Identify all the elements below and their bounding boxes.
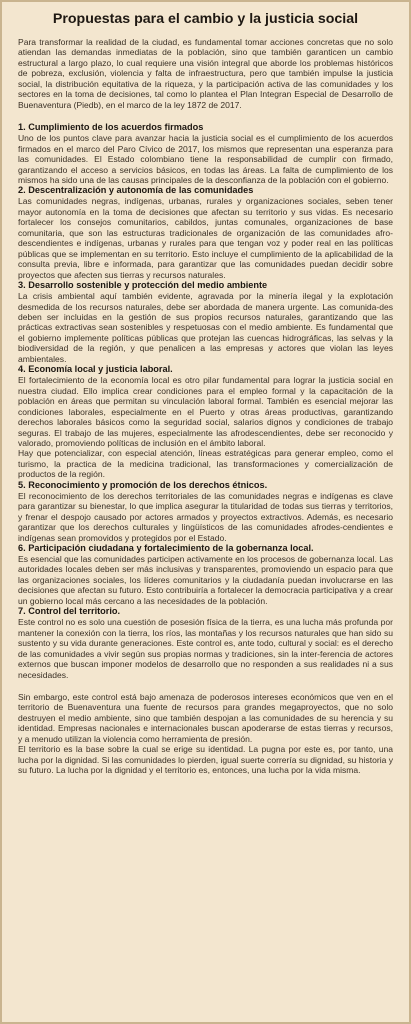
closing-paragraph: El territorio es la base sobre la cual se erige su identidad. La pugna por este es, por tanto, una lucha por la dignidad. Si las comunidades lo pierden, igual suerte correría su dignidad, su historia y su futuro. La lucha por la dignidad y el territorio es, entonces, una lucha por la vida misma. <box>18 744 393 776</box>
section-heading: 7. Control del territorio. <box>18 606 121 617</box>
section-paragraph: Es esencial que las comunidades participen activamente en los procesos de gobernanza local. Las autoridades locales deben ser más inclusivas y transparentes, promoviendo un espacio para que las organizaciones sociales, los líderes comunitarios y la ciudadanía puedan involucrarse en las decisiones que afectan su futuro. Esto contribuiría a fortalecer la democracia participativa y a crear un gobierno local más cercano a las necesidades de la población. <box>18 554 393 606</box>
section-paragraph: Hay que potencializar, con especial atención, líneas estratégicas para generar empleo, como el turismo, la practica de la medicina tradicional, las transformaciones y comercialización de productos de la región. <box>18 448 393 480</box>
section-4 <box>18 364 393 480</box>
section-2 <box>18 185 393 280</box>
article-title: Propuestas para el cambio y la justicia social <box>52 11 359 27</box>
section-6 <box>18 543 393 606</box>
section-5 <box>18 480 393 543</box>
section-paragraph: La crisis ambiental aquí también evidente, agravada por la minería ilegal y la explotación desmedida de los recursos naturales, debe ser abordada de manera urgente. Las comunida-des deben ser incluidas en la gestión de sus propios recursos naturales, garantizando que las prácticas extractivas sean sostenibles y respetuosas con el medio ambiente. Es fundamental que el gobierno implemente políticas públicas que protejan las cuencas hidrográficas, las selvas y la biodiversidad de la región, y que penalicen a las empresas y actores que violan las leyes ambientales. <box>18 291 393 364</box>
section-1 <box>18 122 393 185</box>
section-paragraph: Uno de los puntos clave para avanzar hacia la justicia social es el cumplimiento de los acuerdos firmados en el marco del Paro Cívico de 2017, los mismos que representan una esperanza para las comunidades. El Estado colombiano tiene la responsabilidad de cumplir con firmado, garantizando el acceso a servicios básicos, en todas las áreas. La falta de cumplimiento de los mismos ha sido una de las causas principales de la desconfianza de la población con el gobierno. <box>18 133 393 185</box>
section-paragraph: Este control no es solo una cuestión de posesión física de la tierra, es una lucha más profunda por mantener la conexión con la tierra, los ríos, las montañas y los recursos naturales que han sido su sustento y su vida durante generaciones. Este control es, ante todo, cultural y social: es el derecho de las comunidades a vivir según sus propias normas y tradiciones, sin la inter-ferencia de actores externos que buscan imponer modelos de desarrollo que no responden a sus realidades ni a sus necesidades. <box>18 617 393 680</box>
section-paragraph: El reconocimiento de los derechos territoriales de las comunidades negras e indígenas es clave para garantizar su bienestar, lo que implica asegurar la titularidad de todas sus tierras y territorios, y frenar el despojo causado por actores armados y proyectos extractivos. Además, es necesario garantizar que los derechos culturales y lingüísticos de las comunidades afrodes-cendientes e indígenas sean promovidos y protegidos por el Estado. <box>18 490 393 543</box>
closing-paragraph: Sin embargo, este control está bajo amenaza de poderosos intereses económicos que ven en el territorio de Buenaventura una fuente de recursos para grandes megaproyectos, que no solo destruyen el medio ambiente, sino que también despojan a las comunidades de su herencia y su identidad. Empresas nacionales e internacionales buscan apoderarse de estas tierras y recursos, y a menudo utilizan la violencia como herramienta de presión. <box>18 692 393 744</box>
section-7 <box>18 606 393 680</box>
intro-paragraph: Para transformar la realidad de la ciudad, es fundamental tomar acciones concretas que no solo atiendan las demandas inmediatas de la población, sino que también garanticen un cambio estructural a largo plazo, lo cual requiere una visión integral que aborde los problemas históricos de pobreza, exclusión, violencia y falta de infraestructura, pero que también impulse la justicia social, la distribución equitativa de la riqueza, y la participación activa de las comunidades y los sectores en la toma de decisiones, tal como lo plantea el Plan Integran Especial de Desarrollo de Buenaventura (Piedb), en el marco de la ley 1872 de 2017. <box>18 37 393 110</box>
section-3 <box>18 280 393 364</box>
section-heading: 1. Cumplimiento de los acuerdos firmados <box>18 122 204 133</box>
section-heading: 6. Participación ciudadana y fortalecimiento de la gobernanza local. <box>18 543 314 554</box>
section-heading: 2. Descentralización y autonomía de las comunidades <box>18 185 254 196</box>
section-paragraph: El fortalecimiento de la economía local es otro pilar fundamental para lograr la justicia social en nuestra ciudad. Ello implica crear condiciones para el empleo formal y la capacitación de la población en áreas que permitan su vinculación laboral formal. También es esencial mejorar las condiciones laborales, especialmente en el Puerto y otras áreas productivas, garantizando derechos laborales básicos como la seguridad social, salarios dignos y condiciones de trabajo seguras. El trabajo de las mujeres, especialmente las afrodescendientes, debe ser reconocido y valorado, promoviendo políticas de inclusión en el ámbito laboral. <box>18 375 393 448</box>
section-heading: 3. Desarrollo sostenible y protección del medio ambiente <box>18 280 268 291</box>
section-heading: 5. Reconocimiento y promoción de los derechos étnicos. <box>18 479 268 490</box>
section-paragraph: Las comunidades negras, indígenas, urbanas, rurales y organizaciones sociales, seben tener mayor autonomía en la toma de decisiones que afectan su territorio y sus vidas. Es necesario fortalecer los consejos comunitarios, cabildos, juntas comunales, organizaciones de base comunitaria, que son las estructuras tradicionales de organización de las comunidades afro-descendientes e indígenas, urbanas y rurales para que tengan voz y poder real en las políticas públicas que se implementan en su territorio. Esto incluye el cumplimiento de la aplicabilidad de la consulta previa, libre e informada, para garantizar que las comunidades puedan decidir sobre proyectos que afecten sus tierras y recursos naturales. <box>18 196 393 280</box>
section-heading: 4. Economía local y justicia laboral. <box>18 364 173 375</box>
